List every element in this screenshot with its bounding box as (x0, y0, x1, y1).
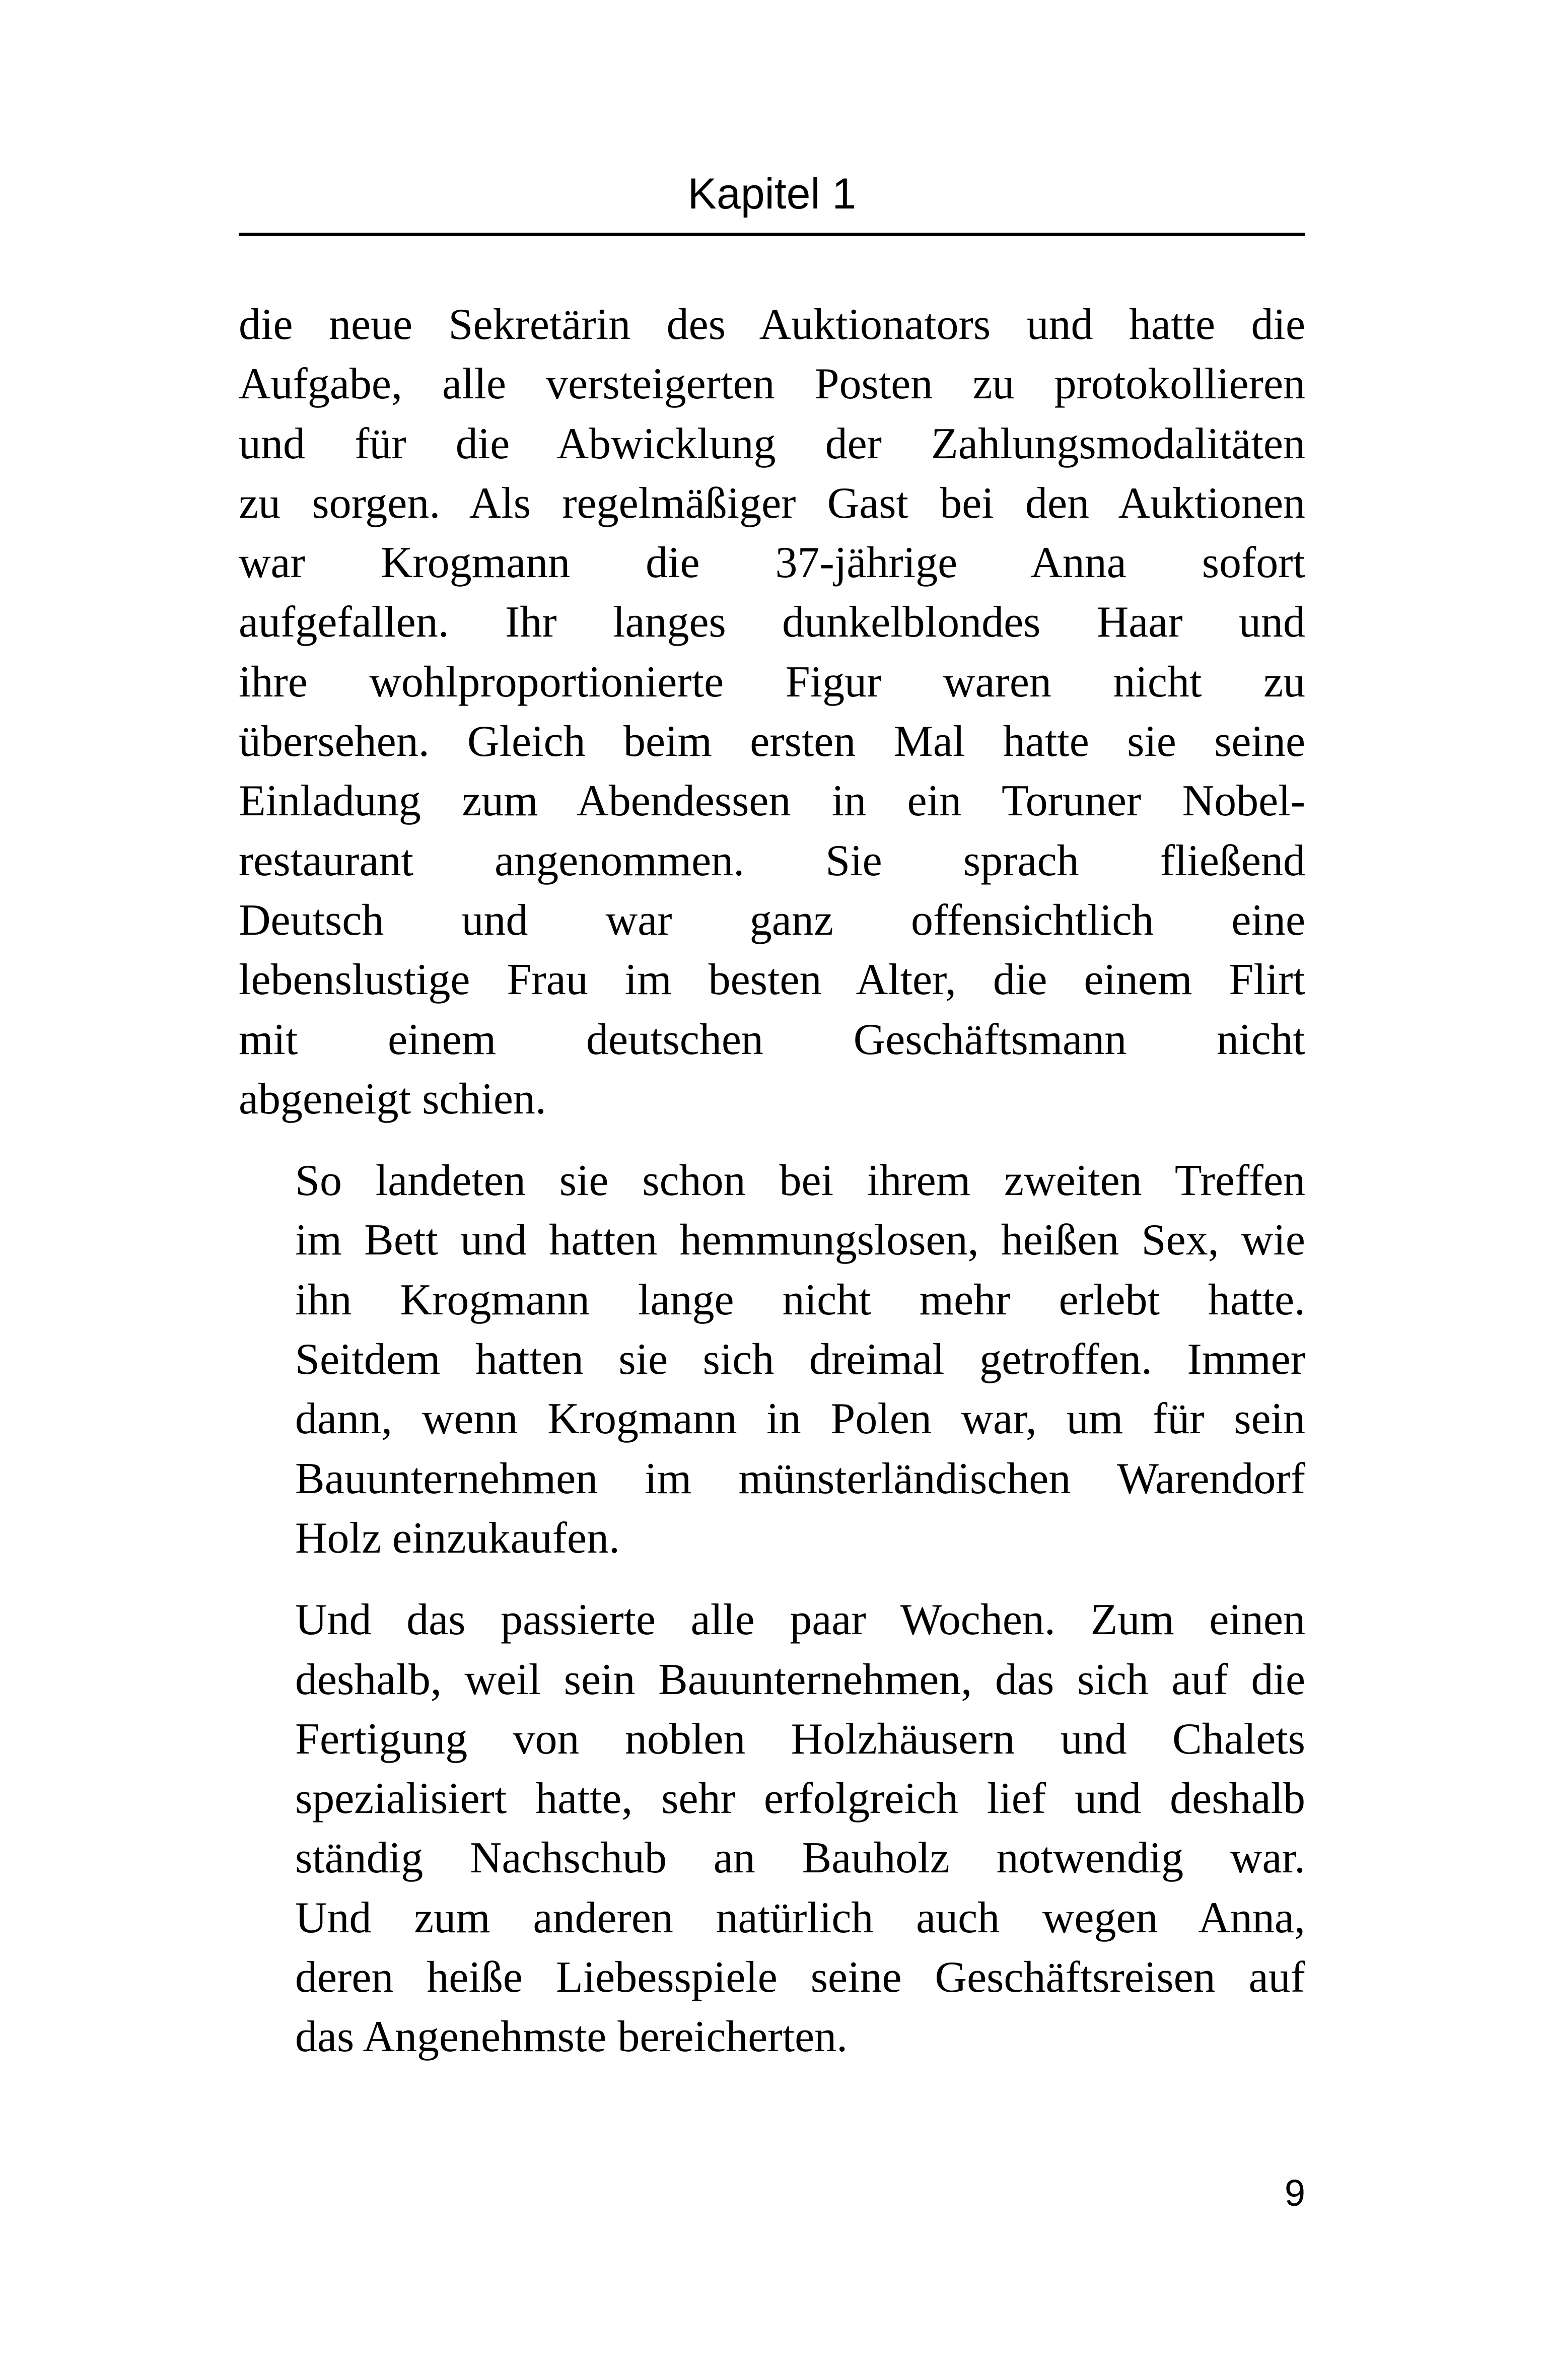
text-line: die neue Sekretärin des Auktionators und hatte die (239, 300, 1305, 349)
body-text (239, 295, 1305, 2067)
running-head: Kapitel 1 (687, 170, 857, 218)
text-line: das Angenehmste bereicherten. (295, 2012, 848, 2062)
text-line: Bauunternehmen im münsterländischen Warendorf (295, 1454, 1305, 1503)
text-line: zu sorgen. Als regelmäßiger Gast bei den Auktionen (239, 478, 1305, 528)
text-line: Und das passierte alle paar Wochen. Zum einen (295, 1595, 1305, 1645)
text-line: mit einem deutschen Geschäftsmann nicht (239, 1015, 1305, 1064)
text-line: So landeten sie schon bei ihrem zweiten Treffen (295, 1156, 1305, 1206)
text-line: ständig Nachschub an Bauholz notwendig war. (295, 1834, 1305, 1883)
text-line: und für die Abwicklung der Zahlungsmodalitäten (239, 419, 1305, 468)
text-line: war Krogmann die 37-jährige Anna sofort (239, 538, 1305, 588)
header-rule (239, 233, 1305, 236)
paragraph-1 (239, 295, 1305, 1129)
paragraph-3 (239, 1590, 1305, 2067)
paragraph-2 (239, 1151, 1305, 1568)
text-line: Seitdem hatten sie sich dreimal getroffen. Immer (295, 1335, 1305, 1384)
text-line: Aufgabe, alle versteigerten Posten zu protokollieren (239, 360, 1305, 409)
text-line: im Bett und hatten hemmungslosen, heißen Sex, wie (295, 1216, 1305, 1265)
page-number: 9 (1284, 2172, 1305, 2214)
text-line: deshalb, weil sein Bauunternehmen, das sich auf die (295, 1655, 1305, 1704)
text-line: dann, wenn Krogmann in Polen war, um für sein (295, 1394, 1305, 1444)
text-line: Und zum anderen natürlich auch wegen Anna, (295, 1893, 1305, 1942)
text-line: deren heiße Liebesspiele seine Geschäftsreisen auf (295, 1953, 1305, 2002)
text-line: spezialisiert hatte, sehr erfolgreich lief und deshalb (295, 1774, 1305, 1824)
text-line: Fertigung von noblen Holzhäusern und Chalets (295, 1714, 1305, 1764)
text-line: lebenslustige Frau im besten Alter, die einem Flirt (239, 955, 1305, 1005)
text-line: aufgefallen. Ihr langes dunkelblondes Haar und (239, 598, 1305, 647)
text-line: Holz einzukaufen. (295, 1513, 620, 1563)
text-line: Deutsch und war ganz offensichtlich eine (239, 895, 1305, 945)
text-line: Einladung zum Abendessen in ein Toruner Nobel- (239, 777, 1305, 826)
text-line: ihn Krogmann lange nicht mehr erlebt hatte. (295, 1275, 1305, 1324)
text-line: abgeneigt schien. (239, 1074, 546, 1124)
text-line: ihre wohlproportionierte Figur waren nicht zu (239, 657, 1305, 707)
text-line: übersehen. Gleich beim ersten Mal hatte sie seine (239, 717, 1305, 766)
text-line: restaurant angenommen. Sie sprach fließend (239, 836, 1305, 885)
